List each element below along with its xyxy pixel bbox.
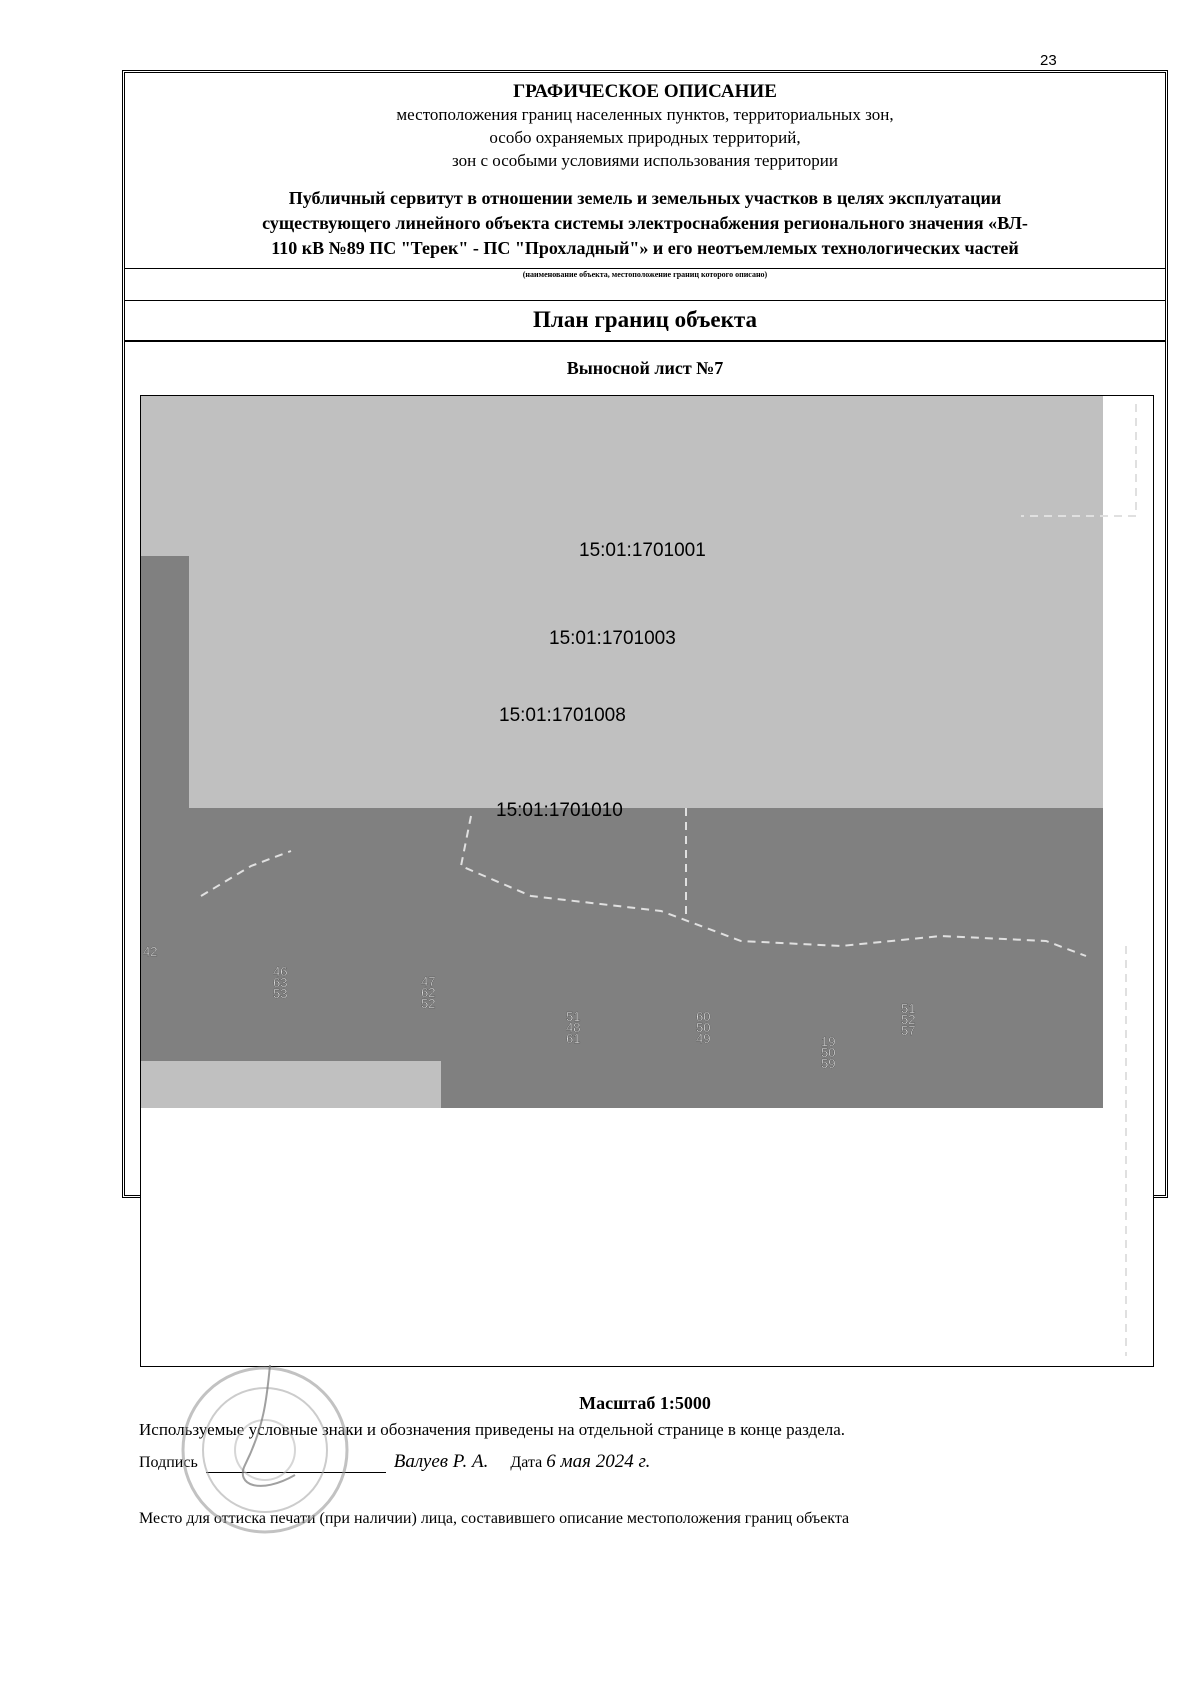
document-title: ГРАФИЧЕСКОЕ ОПИСАНИЕ [513,81,777,102]
divider [125,300,1165,301]
point-number-label: 52 [421,996,436,1011]
date-value: 6 мая 2024 г. [546,1451,651,1472]
point-number-label: 51 [566,1009,581,1024]
signature-label: Подпись [139,1454,198,1471]
point-number-label: 46 [273,964,288,979]
cadastral-label: 15:01:1701008 [499,705,626,726]
subtitle-line: местоположения границ населенных пунктов, территориальных зон, [396,105,894,124]
object-name [125,186,1165,261]
point-number-label: 19 [821,1034,836,1049]
object-line: существующего линейного объекта системы электроснабжения регионального значения «ВЛ- [262,213,1028,233]
point-number-label: 50 [696,1020,711,1035]
point-number-label: 60 [696,1009,711,1024]
light-zone-pocket [141,1061,441,1108]
plan-title: План границ объекта [533,307,757,332]
document-frame [122,70,1168,1527]
subtitle-line: особо охраняемых природных территорий, [489,128,801,147]
legend-note: Используемые условные знаки и обозначения приведены на отдельной странице в конце раздела. [139,1420,846,1439]
boundary-map [140,395,1154,1367]
point-number-label: 63 [273,975,288,990]
cadastral-label: 15:01:1701001 [579,540,706,561]
point-number-label: 49 [696,1031,711,1046]
signer-name: Валуев Р. А. [393,1451,489,1472]
seal-stamp-icon [175,1355,355,1540]
object-line: 110 кВ №89 ПС "Терек" - ПС "Прохладный"» и его неотъемлемых технологических частей [271,238,1019,258]
object-caption: (наименование объекта, местоположение границ которого описано) [125,268,1165,281]
subtitle-line: зон с особыми условиями использования территории [452,151,838,170]
edge-point-label: 42 [143,944,158,959]
map-drawing [141,396,1153,1366]
date-label: Дата [510,1454,543,1471]
map-scale: Масштаб 1:5000 [579,1393,711,1413]
point-number-label: 61 [566,1031,581,1046]
point-number-label: 51 [901,1001,916,1016]
light-zone-area [141,396,1103,808]
cadastral-label: 15:01:1701003 [549,628,676,649]
point-number-label: 50 [821,1045,836,1060]
point-number-label: 53 [273,986,288,1001]
cadastral-label: 15:01:1701010 [496,800,623,821]
page-number: 23 [1040,52,1057,69]
object-line: Публичный сервитут в отношении земель и земельных участков в целях эксплуатации [288,188,1002,208]
sheet-title: Выносной лист №7 [566,358,724,378]
point-number-label: 52 [901,1012,916,1027]
point-number-label: 62 [421,985,436,1000]
point-number-label: 59 [821,1056,836,1071]
point-number-label: 57 [901,1023,916,1038]
seal-note: Место для оттиска печати (при наличии) лица, составившего описание местоположения границ объекта [139,1510,850,1527]
point-number-label: 47 [421,974,436,989]
point-number-label: 48 [566,1020,581,1035]
header-block [125,73,1165,342]
